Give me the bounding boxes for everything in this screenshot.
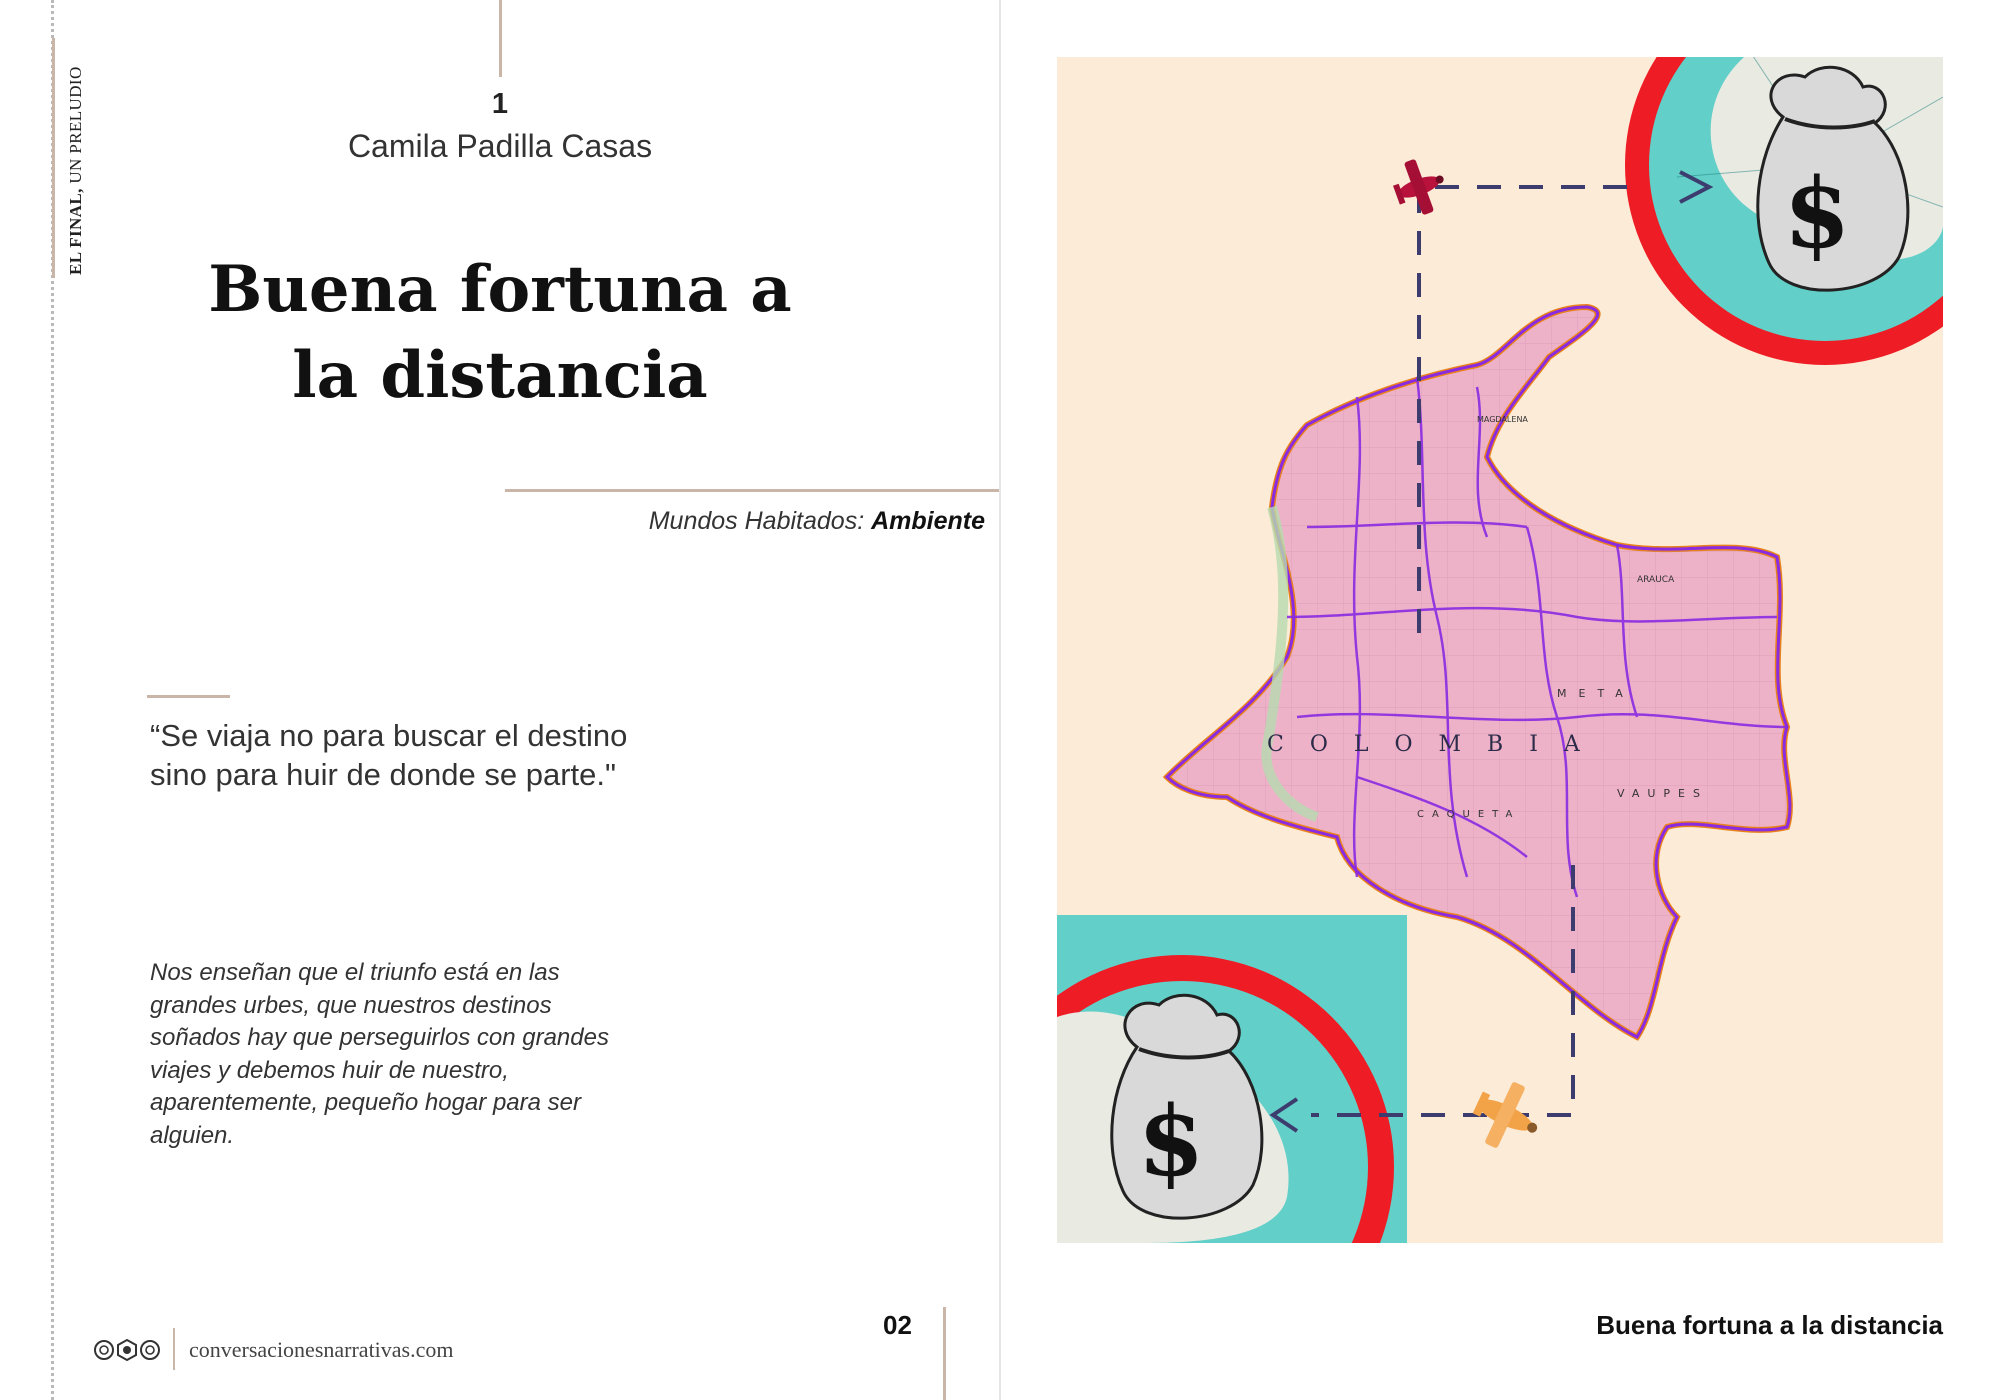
intro-paragraph: Nos enseñan que el triunfo está en las grandes urbes, que nuestros destinos soñados hay que perseguirlos con grandes viajes y debemos huir de nuestro, aparentemente, pequeño hogar para ser alguien. (150, 959, 609, 1149)
section-rule (505, 489, 999, 492)
vertical-label-bold: EL FINAL, (66, 188, 85, 275)
section-label: Mundos Habitados: (648, 507, 872, 535)
svg-text:$: $ (1137, 1085, 1205, 1198)
footer-separator (173, 1328, 175, 1370)
page-number: 02 (883, 1310, 912, 1340)
map-region-label: ARAUCA (1637, 575, 1675, 585)
top-accent-rule (499, 0, 502, 77)
logo-icon (93, 1335, 161, 1365)
site-url[interactable]: conversacionesnarrativas.com (189, 1337, 454, 1362)
money-seal-top (1625, 57, 1943, 365)
vertical-label-rest: UN PRELUDIO (66, 66, 85, 189)
chapter-number: 1 (491, 88, 509, 120)
epigraph-quote: “Se viaja no para buscar el destino sino para huir de donde se parte." (150, 718, 628, 792)
section-value: Ambiente (871, 507, 985, 535)
money-bag-icon (1112, 995, 1262, 1218)
map-country-label: COLOMBIA (1267, 732, 1606, 757)
map-region-label: META (1557, 687, 1635, 700)
map-region-label: CAQUETA (1417, 809, 1521, 820)
left-page (0, 0, 999, 1400)
map-illustration (1057, 57, 1943, 1243)
title-line-2: la distancia (292, 338, 708, 413)
section-vertical-label (66, 66, 86, 275)
money-seal-bottom (1057, 915, 1407, 1243)
illustration-canvas (1057, 57, 1943, 1243)
quote-rule (147, 695, 230, 698)
title-line-1: Buena fortuna a (208, 252, 792, 327)
side-accent-bar (52, 38, 55, 278)
money-bag-icon (1758, 67, 1908, 290)
right-page (1001, 0, 2000, 1400)
running-title: Buena fortuna a la distancia (1596, 1310, 1943, 1340)
bottom-accent-rule (943, 1307, 946, 1400)
author-name: Camila Padilla Casas (347, 128, 653, 164)
map-region-label: MAGDALENA (1477, 415, 1528, 424)
svg-text:$: $ (1783, 157, 1851, 270)
map-region-label: VAUPES (1617, 787, 1708, 800)
article-title (140, 247, 860, 419)
section-tag (500, 507, 985, 536)
